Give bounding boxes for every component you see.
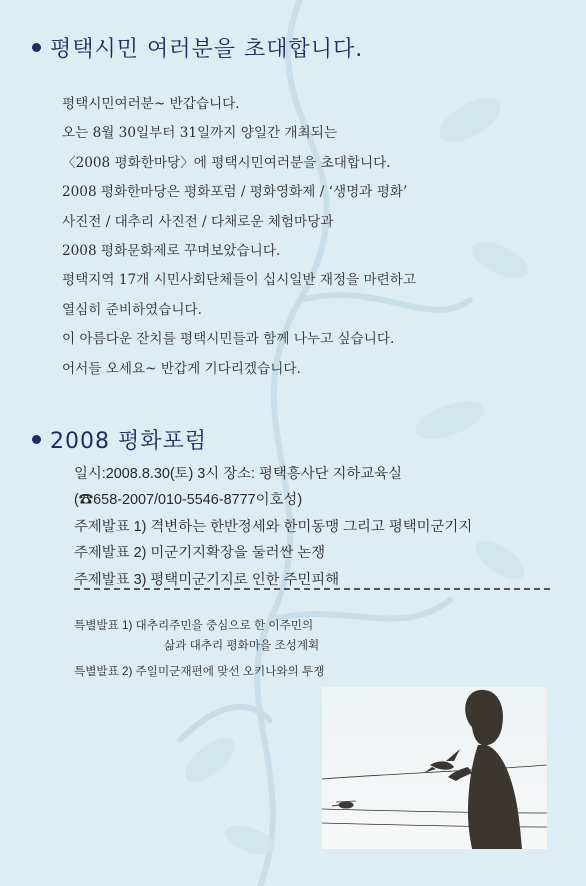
forum-heading-text: 2008 평화포럼	[50, 429, 207, 454]
special-topic-continued: 삶과 대추리 평화마을 조성계획	[164, 639, 320, 652]
invitation-line: 2008 평화한마당은 평화포럼 / 평화영화제 / ‘생명과 평화’	[62, 184, 408, 201]
bullet-icon	[32, 43, 41, 52]
invitation-line: 사진전 / 대추리 사진전 / 다채로운 체험마당과	[62, 213, 334, 230]
invitation-heading-text: 평택시민 여러분을 초대합니다.	[50, 37, 364, 62]
dashed-divider	[74, 588, 550, 590]
statue-photo	[322, 687, 547, 849]
special-topic: 특별발표 2) 주일미군재편에 맞선 오키나와의 투쟁	[74, 665, 325, 678]
special-presentations	[74, 616, 574, 682]
forum-contact: (☎658-2007/010-5546-8777이호성)	[74, 492, 303, 509]
invitation-line: 평택지역 17개 시민사회단체들이 십시일반 재정을 마련하고	[62, 272, 417, 289]
bullet-icon	[32, 435, 41, 444]
invitation-line: 2008 평화문화제로 꾸며보았습니다.	[62, 242, 281, 259]
invitation-line: 〈2008 평화한마당〉에 평택시민여러분을 초대합니다.	[62, 154, 391, 171]
forum-details	[74, 461, 574, 593]
forum-topic: 주제발표 1) 격변하는 한반정세와 한미동맹 그리고 평택미군기지	[74, 518, 473, 535]
invitation-line: 이 아름다운 잔치를 평택시민들과 함께 나누고 싶습니다.	[62, 331, 395, 348]
invitation-line: 열심히 준비하였습니다.	[62, 301, 202, 318]
forum-topic: 주제발표 3) 평택미군기지로 인한 주민피해	[74, 571, 340, 588]
forum-schedule: 일시:2008.8.30(토) 3시 장소: 평택흥사단 지하교육실	[74, 466, 403, 482]
forum-topic: 주제발표 2) 미군기지확장을 둘러싼 논쟁	[74, 545, 326, 562]
invitation-line: 어서들 오세요~ 반갑게 기다리겠습니다.	[62, 360, 301, 377]
invitation-line: 평택시민여러분~ 반갑습니다.	[62, 96, 240, 112]
special-topic: 특별발표 1) 대추리주민을 중심으로 한 이주민의	[74, 619, 314, 632]
invitation-line: 오는 8월 30일부터 31일까지 양일간 개최되는	[62, 125, 337, 142]
invitation-body	[62, 90, 572, 384]
invitation-heading	[32, 32, 363, 63]
forum-heading	[32, 424, 207, 455]
